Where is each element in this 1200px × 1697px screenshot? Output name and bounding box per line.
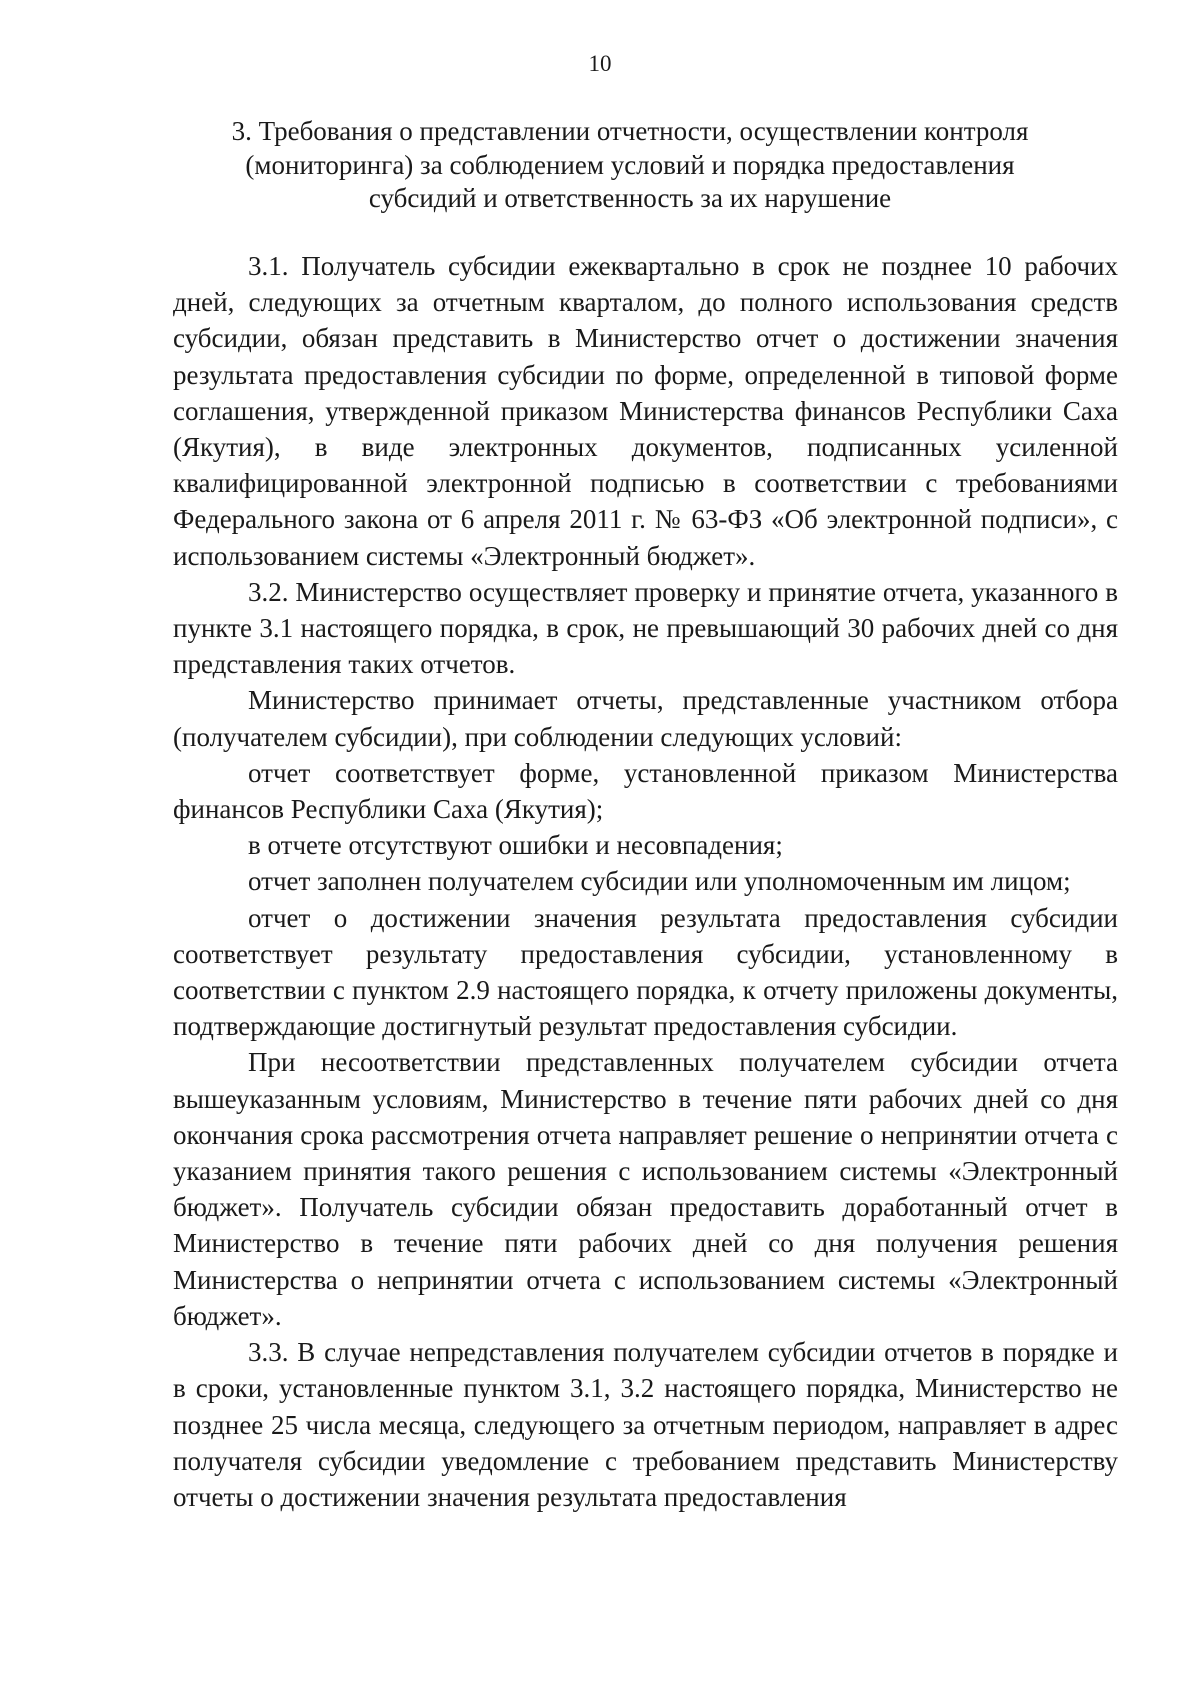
paragraph-acceptance-conditions: Министерство принимает отчеты, представленные участником отбора (получателем субсидии), при соблюдении следующих условий: bbox=[173, 685, 1118, 752]
page-number: 10 bbox=[588, 51, 612, 76]
condition-no-errors: в отчете отсутствуют ошибки и несовпадения; bbox=[248, 830, 783, 861]
condition-result-matches: отчет о достижении значения результата предоставления субсидии соответствует результату предоставления субсидии, установленному в соответствии с пунктом 2.9 настоящего порядка, к отчету приложены документы, подтверждающие достигнутый результат предоставления субсидии. bbox=[173, 902, 1118, 1042]
section-title-line: субсидий и ответственность за их нарушение bbox=[368, 183, 892, 213]
paragraph-3-2: 3.2. Министерство осуществляет проверку и принятие отчета, указанного в пункте 3.1 настоящего порядка, в срок, не превышающий 30 рабочих дней со дня представления таких отчетов. bbox=[173, 576, 1118, 680]
condition-form-compliance: отчет соответствует форме, установленной приказом Министерства финансов Республики Саха (Якутия); bbox=[173, 757, 1118, 825]
condition-filled-by-recipient: отчет заполнен получателем субсидии или уполномоченным им лицом; bbox=[248, 866, 1071, 897]
section-title-line: (мониторинга) за соблюдением условий и порядка предоставления bbox=[245, 149, 1015, 180]
section-title bbox=[170, 115, 1090, 216]
paragraph-3-3: 3.3. В случае непредставления получателем субсидии отчетов в порядке и в сроки, установленные пунктом 3.1, 3.2 настоящего порядка, Министерство не позднее 25 числа месяца, следующего за отчетным периодом, направляет в адрес получателя субсидии уведомление с требованием представить Министерству отчеты о достижении значения результата предоставления bbox=[173, 1337, 1118, 1512]
section-title-line: 3. Требования о представлении отчетности, осуществлении контроля bbox=[231, 116, 1029, 146]
paragraph-3-1: 3.1. Получатель субсидии ежеквартально в срок не позднее 10 рабочих дней, следующих за отчетным кварталом, до полного использования средств субсидии, обязан представить в Министерство отчет о достижении значения результата предоставления субсидии по форме, определенной в типовой форме соглашения, утвержденной приказом Министерства финансов Республики Саха (Якутия), в виде электронных документов, подписанных усиленной квалифицированной электронной подписью в соответствии с требованиями Федерального закона от 6 апреля 2011 г. № 63-ФЗ «Об электронной подписи», с использованием системы «Электронный бюджет». bbox=[173, 251, 1118, 571]
document-body bbox=[173, 248, 1118, 1515]
paragraph-non-compliance: При несоответствии представленных получателем субсидии отчета вышеуказанным условиям, Министерство в течение пяти рабочих дней со дня окончания срока рассмотрения отчета направляет решение о непринятии отчета с указанием принятия такого решения с использованием системы «Электронный бюджет». Получатель субсидии обязан предоставить доработанный отчет в Министерство в течение пяти рабочих дней со дня получения решения Министерства о непринятии отчета с использованием системы «Электронный бюджет». bbox=[173, 1047, 1118, 1331]
